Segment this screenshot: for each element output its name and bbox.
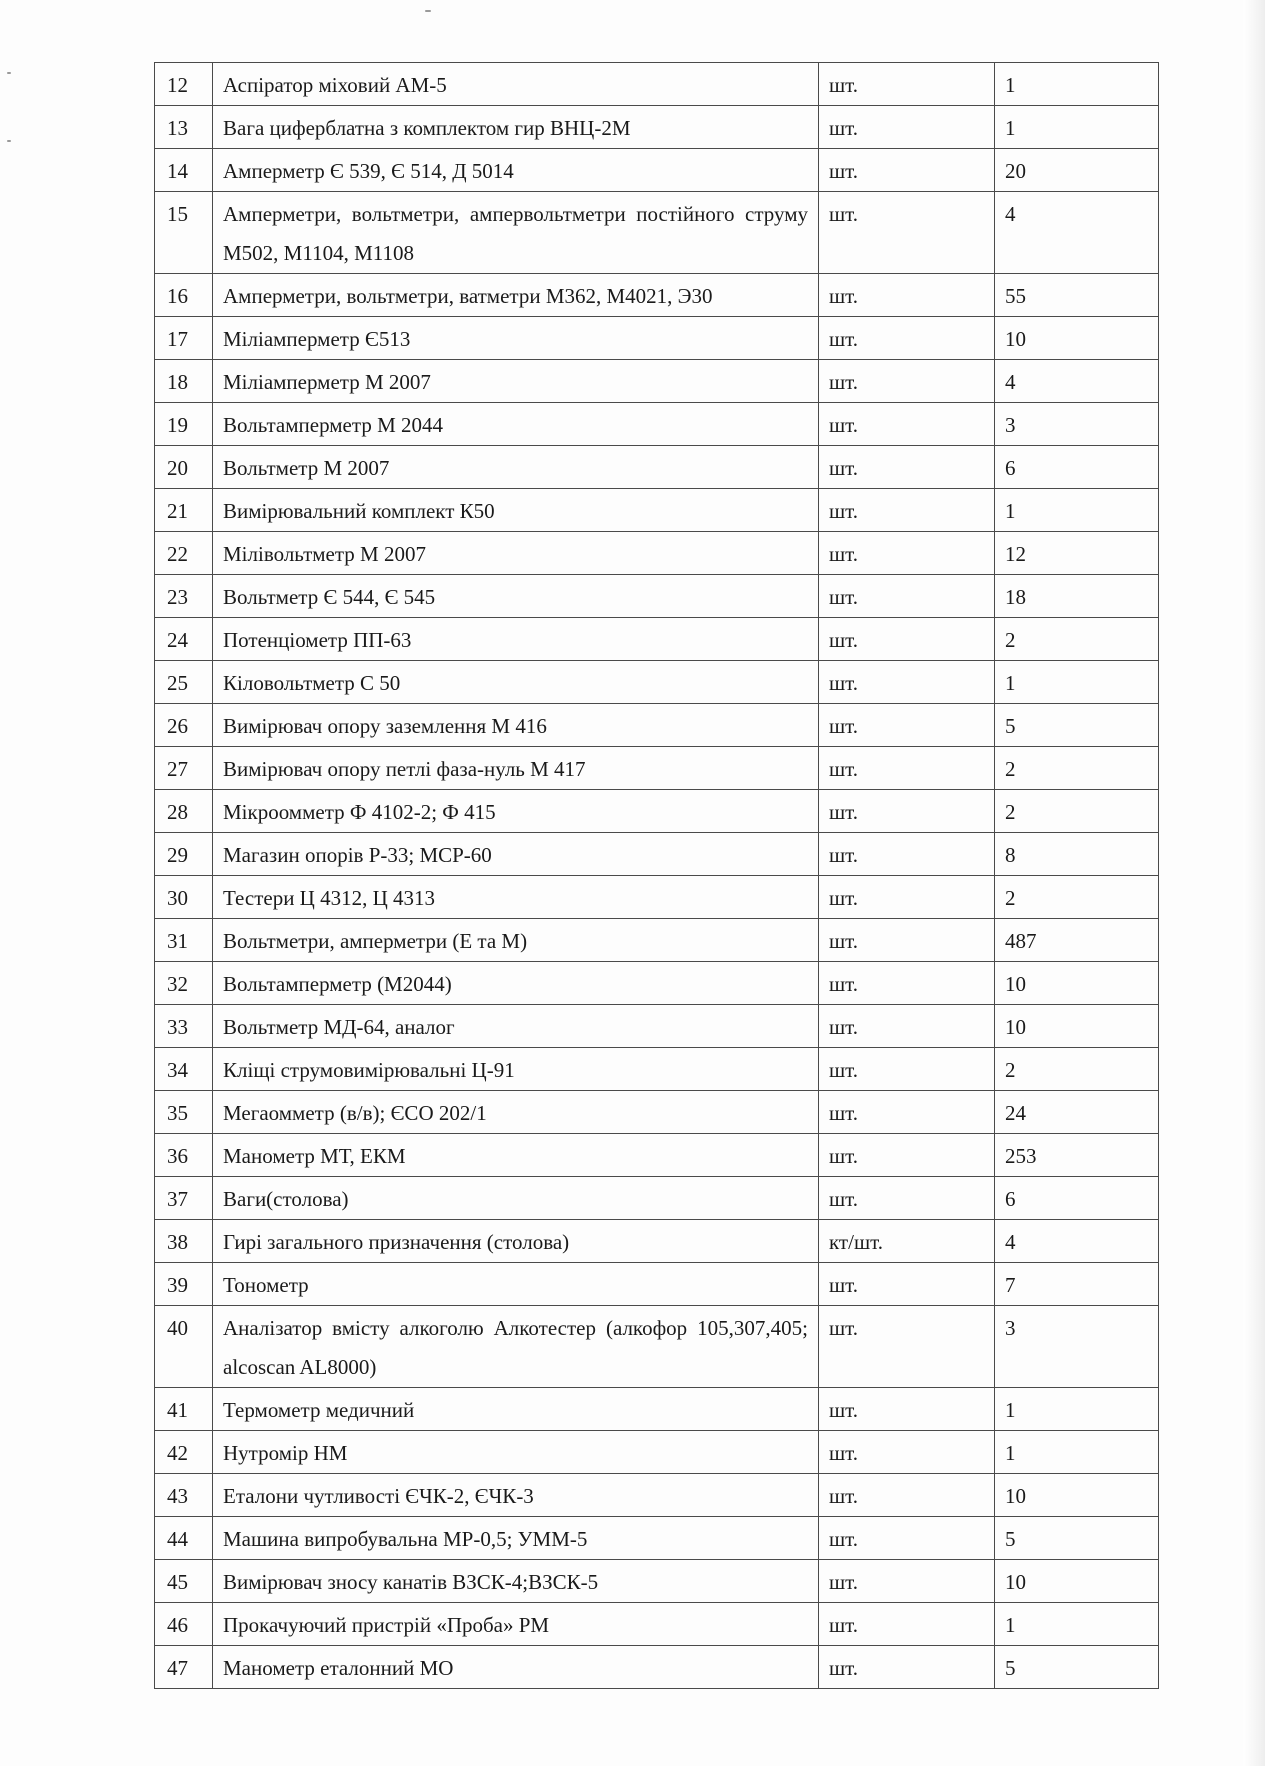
row-number: 39: [155, 1263, 213, 1306]
quantity-cell: 20: [995, 149, 1159, 192]
table-row: [155, 1560, 1159, 1603]
unit-cell: шт.: [819, 1005, 995, 1048]
item-name: Тестери Ц 4312, Ц 4313: [213, 876, 819, 919]
unit-cell: шт.: [819, 1517, 995, 1560]
row-number: 35: [155, 1091, 213, 1134]
quantity-cell: 5: [995, 1646, 1159, 1689]
row-number: 47: [155, 1646, 213, 1689]
row-number: 16: [155, 274, 213, 317]
quantity-cell: 2: [995, 618, 1159, 661]
row-number: 41: [155, 1388, 213, 1431]
item-name: Вимірювач зносу канатів ВЗСК-4;ВЗСК-5: [213, 1560, 819, 1603]
table-row: [155, 1306, 1159, 1388]
table-row: [155, 489, 1159, 532]
item-name: Манометр еталонний МО: [213, 1646, 819, 1689]
table-row: [155, 919, 1159, 962]
table-row: [155, 876, 1159, 919]
item-name: Ваги(столова): [213, 1177, 819, 1220]
table-row: [155, 1474, 1159, 1517]
quantity-cell: 4: [995, 192, 1159, 274]
item-name: Тонометр: [213, 1263, 819, 1306]
unit-cell: шт.: [819, 1560, 995, 1603]
quantity-cell: 2: [995, 876, 1159, 919]
table-row: [155, 1388, 1159, 1431]
unit-cell: шт.: [819, 532, 995, 575]
table-row: [155, 1048, 1159, 1091]
unit-cell: кт/шт.: [819, 1220, 995, 1263]
unit-cell: шт.: [819, 618, 995, 661]
quantity-cell: 2: [995, 1048, 1159, 1091]
item-name: Мілівольтметр М 2007: [213, 532, 819, 575]
item-name: Термометр медичний: [213, 1388, 819, 1431]
table-row: [155, 106, 1159, 149]
unit-cell: шт.: [819, 1177, 995, 1220]
unit-cell: шт.: [819, 704, 995, 747]
equipment-table-body: [155, 63, 1159, 1689]
item-name: Машина випробувальна МР-0,5; УММ-5: [213, 1517, 819, 1560]
quantity-cell: 2: [995, 790, 1159, 833]
item-name: Вольтамперметр М 2044: [213, 403, 819, 446]
row-number: 20: [155, 446, 213, 489]
quantity-cell: 10: [995, 317, 1159, 360]
quantity-cell: 10: [995, 1474, 1159, 1517]
table-row: [155, 1517, 1159, 1560]
quantity-cell: 10: [995, 962, 1159, 1005]
row-number: 34: [155, 1048, 213, 1091]
row-number: 24: [155, 618, 213, 661]
row-number: 26: [155, 704, 213, 747]
item-name: Вимірювач опору заземлення М 416: [213, 704, 819, 747]
row-number: 31: [155, 919, 213, 962]
quantity-cell: 4: [995, 360, 1159, 403]
quantity-cell: 1: [995, 661, 1159, 704]
row-number: 45: [155, 1560, 213, 1603]
quantity-cell: 3: [995, 403, 1159, 446]
unit-cell: шт.: [819, 1263, 995, 1306]
item-name: Вимірювач опору петлі фаза-нуль М 417: [213, 747, 819, 790]
row-number: 30: [155, 876, 213, 919]
table-row: [155, 704, 1159, 747]
item-name: Вольтамперметр (М2044): [213, 962, 819, 1005]
quantity-cell: 7: [995, 1263, 1159, 1306]
quantity-cell: 3: [995, 1306, 1159, 1388]
table-row: [155, 790, 1159, 833]
unit-cell: шт.: [819, 575, 995, 618]
unit-cell: шт.: [819, 747, 995, 790]
row-number: 15: [155, 192, 213, 274]
unit-cell: шт.: [819, 876, 995, 919]
quantity-cell: 24: [995, 1091, 1159, 1134]
unit-cell: шт.: [819, 489, 995, 532]
row-number: 42: [155, 1431, 213, 1474]
item-name: Аналізатор вмісту алкоголю Алкотестер (алкофор 105,307,405; alcoscan AL8000): [213, 1306, 819, 1388]
unit-cell: шт.: [819, 149, 995, 192]
unit-cell: шт.: [819, 446, 995, 489]
quantity-cell: 18: [995, 575, 1159, 618]
quantity-cell: 1: [995, 1388, 1159, 1431]
item-name: Вольтметр МД-64, аналог: [213, 1005, 819, 1048]
row-number: 14: [155, 149, 213, 192]
quantity-cell: 4: [995, 1220, 1159, 1263]
table-row: [155, 274, 1159, 317]
row-number: 23: [155, 575, 213, 618]
quantity-cell: 253: [995, 1134, 1159, 1177]
table-row: [155, 1263, 1159, 1306]
item-name: Нутромір НМ: [213, 1431, 819, 1474]
table-row: [155, 618, 1159, 661]
table-row: [155, 1177, 1159, 1220]
table-row: [155, 1005, 1159, 1048]
quantity-cell: 6: [995, 446, 1159, 489]
row-number: 29: [155, 833, 213, 876]
table-row: [155, 1431, 1159, 1474]
row-number: 44: [155, 1517, 213, 1560]
table-row: [155, 1220, 1159, 1263]
unit-cell: шт.: [819, 1646, 995, 1689]
row-number: 27: [155, 747, 213, 790]
row-number: 46: [155, 1603, 213, 1646]
table-row: [155, 317, 1159, 360]
item-name: Вольтметр Є 544, Є 545: [213, 575, 819, 618]
item-name: Міліамперметр Є513: [213, 317, 819, 360]
item-name: Кіловольтметр С 50: [213, 661, 819, 704]
table-row: [155, 1134, 1159, 1177]
quantity-cell: 1: [995, 1431, 1159, 1474]
row-number: 12: [155, 63, 213, 106]
item-name: Мегаомметр (в/в); ЄСО 202/1: [213, 1091, 819, 1134]
quantity-cell: 1: [995, 106, 1159, 149]
item-name: Вага циферблатна з комплектом гир ВНЦ-2М: [213, 106, 819, 149]
unit-cell: шт.: [819, 1603, 995, 1646]
row-number: 37: [155, 1177, 213, 1220]
item-name: Еталони чутливості ЄЧК-2, ЄЧК-3: [213, 1474, 819, 1517]
row-number: 19: [155, 403, 213, 446]
unit-cell: шт.: [819, 833, 995, 876]
table-row: [155, 833, 1159, 876]
quantity-cell: 1: [995, 63, 1159, 106]
unit-cell: шт.: [819, 403, 995, 446]
scan-speck: [425, 10, 431, 12]
scan-speck: [7, 72, 11, 74]
table-row: [155, 1091, 1159, 1134]
row-number: 28: [155, 790, 213, 833]
quantity-cell: 5: [995, 1517, 1159, 1560]
unit-cell: шт.: [819, 1048, 995, 1091]
unit-cell: шт.: [819, 1431, 995, 1474]
page-edge-shadow: [1243, 0, 1265, 1766]
table-row: [155, 192, 1159, 274]
item-name: Амперметри, вольтметри, ампервольтметри постійного струму М502, М1104, М1108: [213, 192, 819, 274]
row-number: 38: [155, 1220, 213, 1263]
unit-cell: шт.: [819, 962, 995, 1005]
unit-cell: шт.: [819, 1134, 995, 1177]
quantity-cell: 5: [995, 704, 1159, 747]
quantity-cell: 1: [995, 489, 1159, 532]
unit-cell: шт.: [819, 1091, 995, 1134]
quantity-cell: 12: [995, 532, 1159, 575]
item-name: Кліщі струмовимірювальні Ц-91: [213, 1048, 819, 1091]
unit-cell: шт.: [819, 360, 995, 403]
item-name: Мікроомметр Ф 4102-2; Ф 415: [213, 790, 819, 833]
row-number: 36: [155, 1134, 213, 1177]
quantity-cell: 487: [995, 919, 1159, 962]
unit-cell: шт.: [819, 1388, 995, 1431]
quantity-cell: 55: [995, 274, 1159, 317]
row-number: 17: [155, 317, 213, 360]
item-name: Міліамперметр М 2007: [213, 360, 819, 403]
row-number: 40: [155, 1306, 213, 1388]
table-row: [155, 446, 1159, 489]
item-name: Манометр МТ, ЕКМ: [213, 1134, 819, 1177]
table-row: [155, 149, 1159, 192]
item-name: Потенціометр ПП-63: [213, 618, 819, 661]
item-name: Амперметри, вольтметри, ватметри М362, М4021, Э30: [213, 274, 819, 317]
table-row: [155, 962, 1159, 1005]
table-row: [155, 747, 1159, 790]
quantity-cell: 8: [995, 833, 1159, 876]
table-row: [155, 661, 1159, 704]
unit-cell: шт.: [819, 790, 995, 833]
equipment-table: [154, 62, 1159, 1689]
row-number: 21: [155, 489, 213, 532]
item-name: Вольтметри, амперметри (Е та М): [213, 919, 819, 962]
unit-cell: шт.: [819, 192, 995, 274]
quantity-cell: 10: [995, 1005, 1159, 1048]
row-number: 13: [155, 106, 213, 149]
quantity-cell: 2: [995, 747, 1159, 790]
unit-cell: шт.: [819, 1474, 995, 1517]
item-name: Вимірювальний комплект К50: [213, 489, 819, 532]
item-name: Прокачуючий пристрій «Проба» РМ: [213, 1603, 819, 1646]
unit-cell: шт.: [819, 661, 995, 704]
row-number: 22: [155, 532, 213, 575]
table-row: [155, 360, 1159, 403]
unit-cell: шт.: [819, 63, 995, 106]
quantity-cell: 6: [995, 1177, 1159, 1220]
item-name: Вольтметр М 2007: [213, 446, 819, 489]
row-number: 43: [155, 1474, 213, 1517]
unit-cell: шт.: [819, 106, 995, 149]
item-name: Гирі загального призначення (столова): [213, 1220, 819, 1263]
table-row: [155, 403, 1159, 446]
quantity-cell: 1: [995, 1603, 1159, 1646]
row-number: 18: [155, 360, 213, 403]
scan-speck: [7, 140, 11, 142]
row-number: 33: [155, 1005, 213, 1048]
table-row: [155, 1603, 1159, 1646]
unit-cell: шт.: [819, 919, 995, 962]
item-name: Амперметр Є 539, Є 514, Д 5014: [213, 149, 819, 192]
table-row: [155, 63, 1159, 106]
unit-cell: шт.: [819, 317, 995, 360]
table-row: [155, 575, 1159, 618]
item-name: Магазин опорів Р-33; МСР-60: [213, 833, 819, 876]
unit-cell: шт.: [819, 1306, 995, 1388]
item-name: Аспіратор міховий АМ-5: [213, 63, 819, 106]
row-number: 25: [155, 661, 213, 704]
table-row: [155, 1646, 1159, 1689]
unit-cell: шт.: [819, 274, 995, 317]
row-number: 32: [155, 962, 213, 1005]
table-row: [155, 532, 1159, 575]
quantity-cell: 10: [995, 1560, 1159, 1603]
